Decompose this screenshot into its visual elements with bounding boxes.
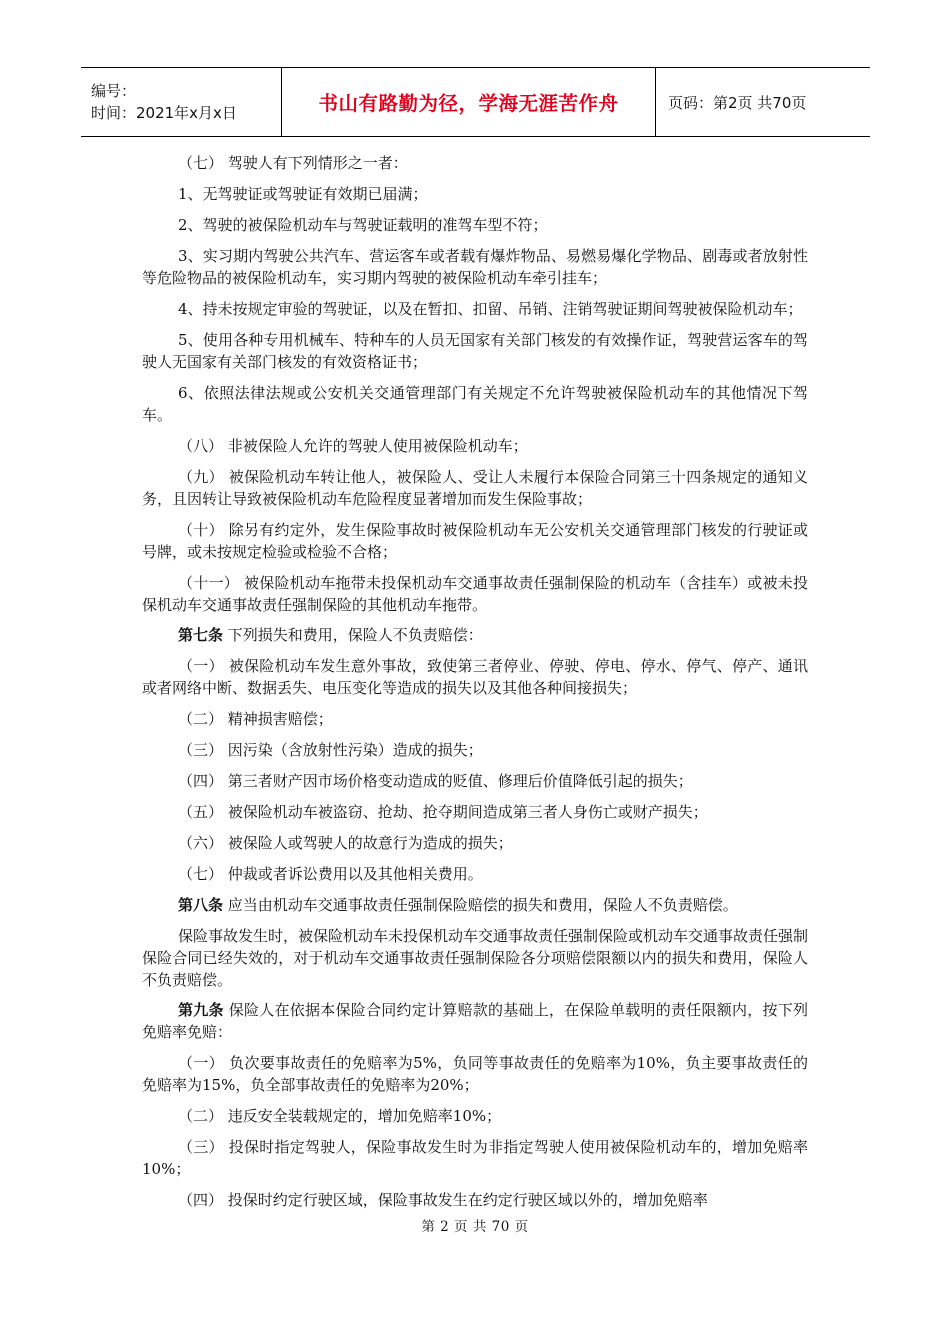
- paragraph: [142, 572, 808, 616]
- paragraph: [142, 298, 808, 320]
- paragraph-text: （七） 驾驶人有下列情形之一者：: [178, 154, 408, 172]
- paragraph: [142, 801, 808, 823]
- paragraph: [142, 435, 808, 457]
- page-footer: 第 2 页 共 70 页: [421, 1219, 529, 1235]
- paragraph-text: （二） 违反安全装载规定的，增加免赔率10%；: [178, 1107, 502, 1125]
- paragraph: [142, 1189, 808, 1211]
- paragraph: [142, 655, 808, 699]
- paragraph-text: （十一） 被保险机动车拖带未投保机动车交通事故责任强制保险的机动车（含挂车）或被未投保机动车交通事故责任强制保险的其他机动车拖带。: [142, 574, 808, 614]
- paragraph: [142, 183, 808, 205]
- paragraph-text: 下列损失和费用，保险人不负责赔偿：: [223, 626, 483, 644]
- paragraph-text: 3、实习期内驾驶公共汽车、营运客车或者载有爆炸物品、易燃易爆化学物品、剧毒或者放射性等危险物品的被保险机动车，实习期内驾驶的被保险机动车牵引挂车；: [142, 247, 808, 287]
- page-header: [81, 67, 870, 137]
- header-meta: [81, 68, 282, 136]
- paragraph: [142, 1136, 808, 1180]
- paragraph: [142, 770, 808, 792]
- paragraph-text: （九） 被保险机动车转让他人，被保险人、受让人未履行本保险合同第三十四条规定的通知义务，且因转让导致被保险机动车危险程度显著增加而发生保险事故；: [142, 468, 808, 508]
- paragraph: [142, 152, 808, 174]
- document-date: 时间：2021年x月x日: [91, 104, 237, 122]
- paragraph: [142, 925, 808, 991]
- paragraph-text: 应当由机动车交通事故责任强制保险赔偿的损失和费用，保险人不负责赔偿。: [223, 896, 738, 914]
- paragraph: [142, 245, 808, 289]
- paragraph-text: （一） 被保险机动车发生意外事故，致使第三者停业、停驶、停电、停水、停气、停产、通讯或者网络中断、数据丢失、电压变化等造成的损失以及其他各种间接损失；: [142, 657, 808, 697]
- paragraph: [142, 214, 808, 236]
- header-page-number: 页码：第2页 共70页: [668, 93, 807, 112]
- paragraph: [142, 624, 808, 646]
- paragraph-text: （七） 仲裁或者诉讼费用以及其他相关费用。: [178, 865, 483, 883]
- paragraph: [142, 329, 808, 373]
- article-number: 第八条: [178, 896, 224, 914]
- header-motto: 书山有路勤为径，学海无涯苦作舟: [282, 68, 656, 136]
- paragraph: [142, 466, 808, 510]
- paragraph-text: 6、依照法律法规或公安机关交通管理部门有关规定不允许驾驶被保险机动车的其他情况下驾车。: [142, 384, 808, 424]
- paragraph-text: 1、无驾驶证或驾驶证有效期已届满；: [178, 185, 428, 203]
- paragraph: [142, 519, 808, 563]
- document-number-label: 编号：: [91, 82, 137, 100]
- paragraph-text: 2、驾驶的被保险机动车与驾驶证载明的准驾车型不符；: [178, 216, 548, 234]
- paragraph: [142, 863, 808, 885]
- paragraph: [142, 382, 808, 426]
- paragraph: [142, 708, 808, 730]
- document-body: [142, 152, 808, 1211]
- paragraph-text: （四） 第三者财产因市场价格变动造成的贬值、修理后价值降低引起的损失；: [178, 772, 693, 790]
- paragraph: [142, 832, 808, 854]
- paragraph: [142, 739, 808, 761]
- paragraph: [142, 999, 808, 1043]
- paragraph-text: 保险事故发生时，被保险机动车未投保机动车交通事故责任强制保险或机动车交通事故责任强制保险合同已经失效的，对于机动车交通事故责任强制保险各分项赔偿限额以内的损失和费用，保险人不负责赔偿。: [142, 927, 809, 989]
- paragraph-text: 5、使用各种专用机械车、特种车的人员无国家有关部门核发的有效操作证，驾驶营运客车的驾驶人无国家有关部门核发的有效资格证书；: [142, 331, 808, 371]
- article-number: 第九条: [178, 1001, 224, 1019]
- article-number: 第七条: [178, 626, 224, 644]
- paragraph-text: （十） 除另有约定外，发生保险事故时被保险机动车无公安机关交通管理部门核发的行驶证或号牌，或未按规定检验或检验不合格；: [142, 521, 808, 561]
- paragraph: [142, 1105, 808, 1127]
- paragraph: [142, 1052, 808, 1096]
- paragraph: [142, 894, 808, 916]
- paragraph-text: （一） 负次要事故责任的免赔率为5%，负同等事故责任的免赔率为10%，负主要事故责任的免赔率为15%，负全部事故责任的免赔率为20%；: [142, 1054, 808, 1094]
- paragraph-text: （五） 被保险机动车被盗窃、抢劫、抢夺期间造成第三者人身伤亡或财产损失；: [178, 803, 708, 821]
- paragraph-text: （六） 被保险人或驾驶人的故意行为造成的损失；: [178, 834, 513, 852]
- paragraph-text: （八） 非被保险人允许的驾驶人使用被保险机动车；: [178, 437, 528, 455]
- paragraph-text: （三） 投保时指定驾驶人，保险事故发生时为非指定驾驶人使用被保险机动车的，增加免赔率10%；: [142, 1138, 808, 1178]
- paragraph-text: （三） 因污染（含放射性污染）造成的损失；: [178, 741, 483, 759]
- paragraph-text: （二） 精神损害赔偿；: [178, 710, 333, 728]
- paragraph-text: 保险人在依据本保险合同约定计算赔款的基础上，在保险单载明的责任限额内，按下列免赔率免赔：: [142, 1001, 808, 1041]
- paragraph-text: （四） 投保时约定行驶区域，保险事故发生在约定行驶区域以外的，增加免赔率: [178, 1191, 708, 1209]
- paragraph-text: 4、持未按规定审验的驾驶证，以及在暂扣、扣留、吊销、注销驾驶证期间驾驶被保险机动车；: [178, 300, 803, 318]
